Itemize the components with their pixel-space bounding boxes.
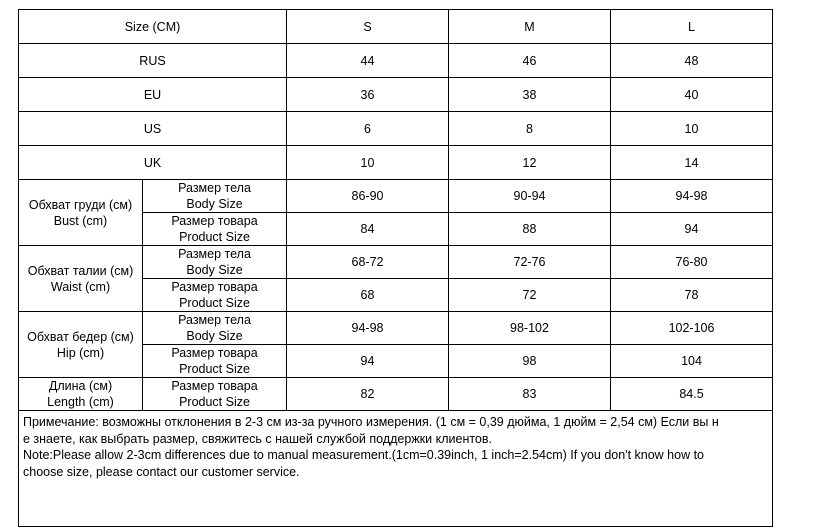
table-row [19,312,773,345]
measurement-label-en: Waist (cm) [50,279,111,294]
measurement-type-ru: Размер товара [171,379,258,393]
measurement-label [19,378,143,411]
measurement-type-ru: Размер товара [171,214,258,228]
table-cell: 94 [611,213,773,246]
note-en-line2: choose size, please contact our customer service. [23,464,300,479]
measurement-type-ru: Размер товара [171,280,258,294]
table-cell: 86-90 [287,180,449,213]
measurement-type [143,213,287,246]
measurement-label-en: Length (cm) [47,395,114,409]
table-row [19,44,773,78]
measurement-type [143,312,287,345]
measurement-type-en: Body Size [186,263,243,277]
table-cell: 84 [287,213,449,246]
table-cell: 68 [287,279,449,312]
table-cell: 82 [287,378,449,411]
table-cell: 98-102 [449,312,611,345]
table-cell: 102-106 [611,312,773,345]
measurement-type-ru: Размер тела [178,313,251,327]
measurement-label-ru: Обхват груди (см) [28,197,133,212]
measurement-label-ru: Обхват талии (см) [27,263,134,278]
row-label: RUS [19,44,287,78]
table-row [19,146,773,180]
table-cell: 94-98 [611,180,773,213]
header-label: Size (CM) [19,10,287,44]
table-cell: 36 [287,78,449,112]
measurement-label-en: Hip (cm) [56,345,105,360]
table-row [19,246,773,279]
table-cell: 14 [611,146,773,180]
measurement-type-en: Product Size [179,395,250,409]
table-cell: 38 [449,78,611,112]
row-label: UK [19,146,287,180]
table-cell: 8 [449,112,611,146]
row-label: US [19,112,287,146]
measurement-type [143,246,287,279]
table-cell: 78 [611,279,773,312]
table-cell: 10 [611,112,773,146]
note-row [19,411,773,527]
measurement-label [19,246,143,312]
measurement-type [143,378,287,411]
table-cell: 83 [449,378,611,411]
note-cell [19,411,773,527]
measurement-type-en: Product Size [179,362,250,376]
table-cell: 48 [611,44,773,78]
table-cell: 46 [449,44,611,78]
table-row [19,78,773,112]
size-header: L [611,10,773,44]
measurement-type-ru: Размер тела [178,247,251,261]
table-cell: 44 [287,44,449,78]
size-header: S [287,10,449,44]
table-cell: 88 [449,213,611,246]
table-cell: 40 [611,78,773,112]
table-cell: 12 [449,146,611,180]
note-ru-line1: Примечание: возможны отклонения в 2-3 см из-за ручного измерения. (1 см = 0,39 дюйма, 1 дюйм = 2,54 см) Если вы н [23,415,719,429]
measurement-type [143,180,287,213]
note-en-line1: Note:Please allow 2-3cm differences due to manual measurement.(1cm=0.39inch, 1 inch=2.54cm) If you don't know how to [23,448,704,462]
measurement-type [143,279,287,312]
measurement-type-ru: Размер тела [178,181,251,195]
table-cell: 6 [287,112,449,146]
measurement-type-ru: Размер товара [171,346,258,360]
table-cell: 72-76 [449,246,611,279]
measurement-type-en: Body Size [186,329,243,343]
measurement-type-en: Product Size [179,296,250,310]
table-cell: 104 [611,345,773,378]
table-cell: 72 [449,279,611,312]
row-label: EU [19,78,287,112]
measurement-label [19,312,143,378]
header-row [19,10,773,44]
table-cell: 94 [287,345,449,378]
measurement-type-en: Product Size [179,230,250,244]
size-header: M [449,10,611,44]
measurement-type-en: Body Size [186,197,243,211]
measurement-label-en: Bust (cm) [53,213,108,228]
measurement-label [19,180,143,246]
measurement-label-ru: Длина (см) [48,379,113,393]
table-cell: 10 [287,146,449,180]
table-cell: 98 [449,345,611,378]
table-cell: 84.5 [611,378,773,411]
table-row [19,378,773,411]
measurement-type [143,345,287,378]
table-row [19,180,773,213]
table-cell: 90-94 [449,180,611,213]
table-cell: 68-72 [287,246,449,279]
table-cell: 76-80 [611,246,773,279]
table-cell: 94-98 [287,312,449,345]
note-ru-line2: е знаете, как выбрать размер, свяжитесь с нашей службой поддержки клиентов. [23,431,492,446]
size-chart-table [18,9,773,527]
measurement-label-ru: Обхват бедер (см) [27,329,134,344]
table-row [19,112,773,146]
